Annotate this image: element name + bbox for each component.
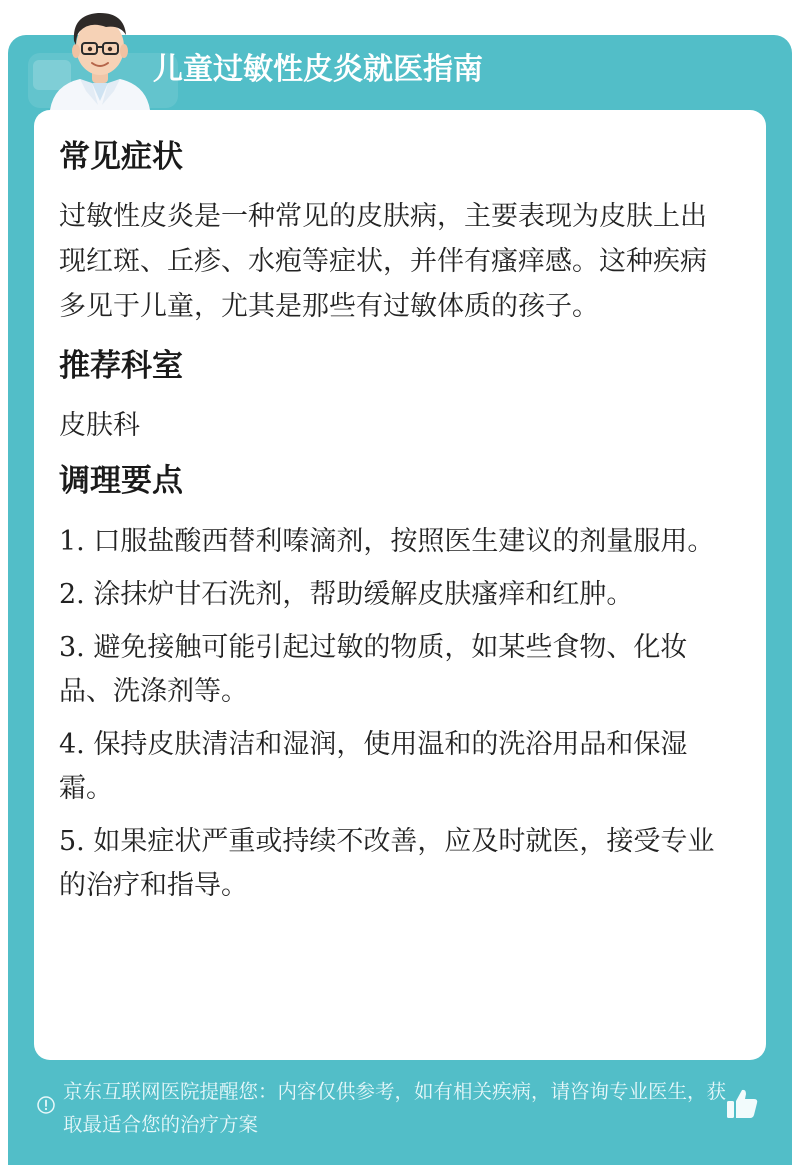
info-icon xyxy=(36,1095,56,1115)
content-card xyxy=(34,110,766,1060)
department-heading: 推荐科室 xyxy=(59,348,183,384)
care-item xyxy=(59,520,729,564)
doctor-avatar-icon xyxy=(40,5,160,110)
care-item-text: 避免接触可能引起过敏的物质，如某些食物、化妆品、洗涤剂等。 xyxy=(59,632,688,707)
care-item-number: 1. xyxy=(59,526,85,557)
disclaimer-text: 京东互联网医院提醒您：内容仅供参考，如有相关疾病，请咨询专业医生，获取最适合您的治疗方案 xyxy=(63,1080,727,1136)
thumbs-up-icon[interactable] xyxy=(724,1086,760,1122)
care-item xyxy=(59,626,729,714)
care-list xyxy=(59,520,729,908)
care-item-number: 2. xyxy=(59,579,85,610)
care-item-number: 3. xyxy=(59,632,85,663)
care-item xyxy=(59,820,729,908)
care-item-text: 口服盐酸西替利嗪滴剂，按照医生建议的剂量服用。 xyxy=(84,526,715,557)
care-item-text: 涂抹炉甘石洗剂，帮助缓解皮肤瘙痒和红肿。 xyxy=(84,579,634,610)
care-item-text: 如果症状严重或持续不改善，应及时就医，接受专业的治疗和指导。 xyxy=(59,826,715,901)
department-text: 皮肤科 xyxy=(59,410,140,441)
card-content xyxy=(59,132,729,917)
care-item-text: 保持皮肤清洁和湿润，使用温和的洗浴用品和保湿霜。 xyxy=(59,729,688,804)
care-item xyxy=(59,573,729,617)
care-item-number: 5. xyxy=(59,826,85,857)
symptoms-text: 过敏性皮炎是一种常见的皮肤病，主要表现为皮肤上出现红斑、丘疹、水疱等症状，并伴有瘙痒感。这种疾病多见于儿童，尤其是那些有过敏体质的孩子。 xyxy=(59,201,707,322)
care-item xyxy=(59,723,729,811)
symptoms-heading: 常见症状 xyxy=(59,139,183,175)
care-item-number: 4. xyxy=(59,729,85,760)
page-title: 儿童过敏性皮炎就医指南 xyxy=(153,52,483,87)
care-heading: 调理要点 xyxy=(59,463,183,499)
